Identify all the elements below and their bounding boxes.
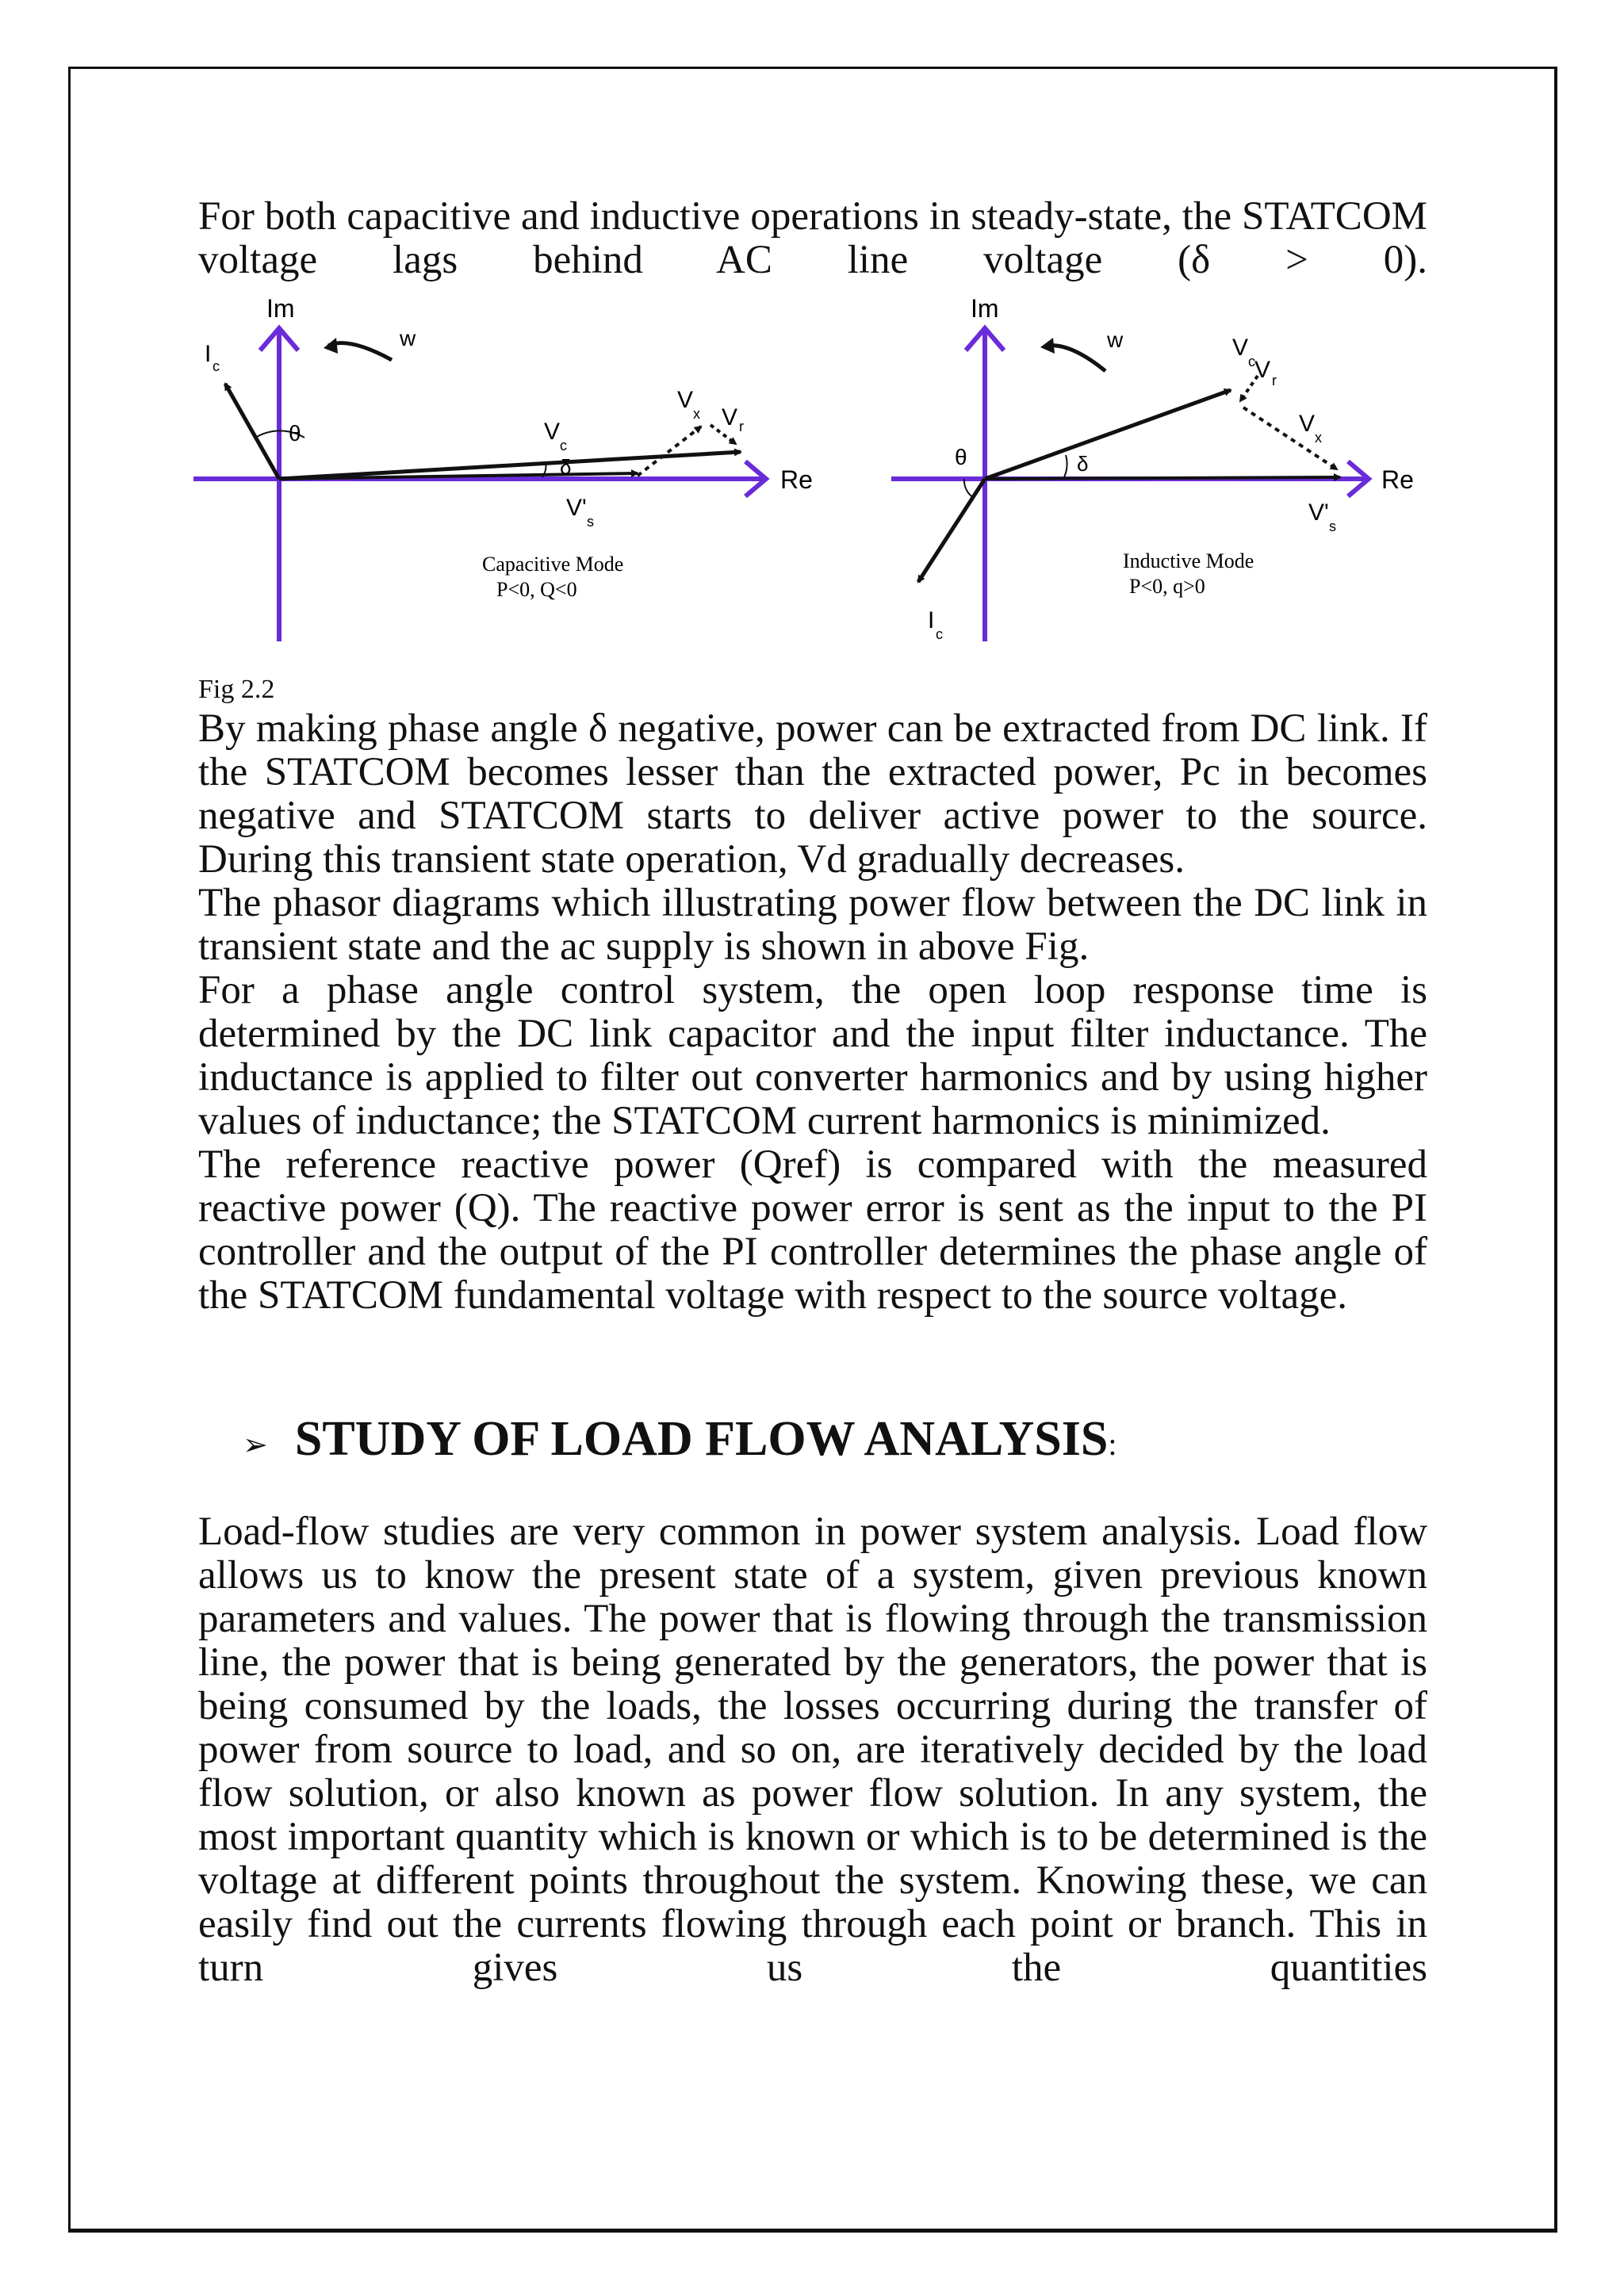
theta-label: θ [289, 421, 301, 446]
im-label: Im [971, 294, 999, 323]
re-label: Re [1381, 465, 1414, 494]
phasor-figure [198, 289, 1427, 669]
body-paragraph-4: The reference reactive power (Qref) is compared with the measured reactive power (Q). The reactive power error is sent as the input to the PI controller and the output of the PI controller determines the phase angle of the STATCOM fundamental voltage with respect to the source voltage. [198, 1142, 1427, 1318]
rotation-arrow [328, 343, 392, 360]
section-heading [198, 1411, 1427, 1468]
body-paragraph-2: The phasor diagrams which illustrating power flow between the DC link in transient state and the ac supply is shown in above Fig. [198, 881, 1427, 969]
ic-label: I [205, 341, 212, 367]
vx-subscript: x [693, 406, 700, 422]
vs-subscript: s [1329, 519, 1336, 534]
vr-label: V [1254, 357, 1271, 383]
ic-vector [918, 479, 985, 582]
ic-subscript: c [936, 626, 943, 642]
vs-subscript: s [587, 514, 594, 530]
condition-label: P<0, Q<0 [496, 578, 577, 601]
vc-vector [985, 390, 1231, 479]
vs-label: V' [566, 495, 587, 521]
w-label: w [1107, 327, 1124, 352]
phasor-diagrams [193, 289, 1431, 669]
capacitive-diagram [193, 289, 813, 641]
vr-label: V [722, 404, 738, 430]
rotation-arrowhead [324, 338, 338, 354]
vc-label: V [1232, 335, 1249, 361]
vs-label: V' [1308, 499, 1329, 526]
vr-subscript: r [1272, 373, 1277, 388]
vx-label: V [677, 387, 694, 413]
re-label: Re [780, 465, 813, 494]
vc-label: V [544, 419, 561, 445]
delta-arc [1064, 455, 1067, 477]
delta-label: δ [1077, 452, 1089, 476]
ic-label: I [928, 607, 935, 633]
figure-caption: Fig 2.2 [198, 675, 275, 704]
delta-label: δ [560, 455, 572, 479]
body-paragraph-3: For a phase angle control system, the open loop response time is determined by the DC link capacitor and the input filter inductance. The inductance is applied to filter out converter harmonics and by using higher values of inductance; the STATCOM current harmonics is minimized. [198, 968, 1427, 1143]
section-title: STUDY OF LOAD FLOW ANALYSIS [294, 1412, 1109, 1466]
ic-subscript: c [213, 358, 220, 374]
mode-label: Inductive Mode [1123, 549, 1254, 572]
im-label: Im [266, 294, 295, 323]
rotation-arrow [1047, 346, 1105, 371]
condition-label: P<0, q>0 [1129, 575, 1205, 598]
mode-label: Capacitive Mode [482, 553, 624, 576]
vx-label: V [1299, 411, 1316, 437]
w-label: w [400, 326, 416, 350]
body-paragraph-1: By making phase angle δ negative, power can be extracted from DC link. If the STATCOM becomes lesser than the extracted power, Pc in becomes negative and STATCOM starts to deliver active power to the source. During this transient state operation, Vd gradually decreases. [198, 706, 1427, 882]
vx-vector [1243, 408, 1337, 469]
page-content [198, 195, 1427, 1990]
theta-label: θ [955, 445, 967, 469]
inductive-diagram [891, 294, 1414, 642]
vc-subscript: c [560, 438, 567, 453]
rotation-arrowhead [1040, 338, 1055, 354]
intro-paragraph: For both capacitive and inductive operations in steady-state, the STATCOM voltage lags behind AC line voltage (δ > 0). [198, 194, 1427, 282]
section-body: Load-flow studies are very common in power system analysis. Load flow allows us to know the present state of a system, given previous known parameters and values. The power that is flowing through the transmission line, the power that is being generated by the generators, the power that is being consumed by the loads, the losses occurring during the transfer of power from source to load, and so on, are iteratively decided by the load flow solution, or also known as power flow solution. In any system, the most important quantity which is known or which is to be determined is the voltage at different points throughout the system. Knowing these, we can easily find out the currents flowing through each point or branch. This in turn gives us the quantities [198, 1510, 1427, 1990]
section-colon: : [1108, 1426, 1117, 1462]
vs-vector [985, 477, 1340, 479]
vr-subscript: r [739, 419, 744, 434]
vx-subscript: x [1315, 430, 1322, 446]
vc-subscript: c [1248, 354, 1255, 369]
arrow-bullet-icon: ➢ [243, 1429, 268, 1462]
vx-vector [638, 427, 701, 476]
